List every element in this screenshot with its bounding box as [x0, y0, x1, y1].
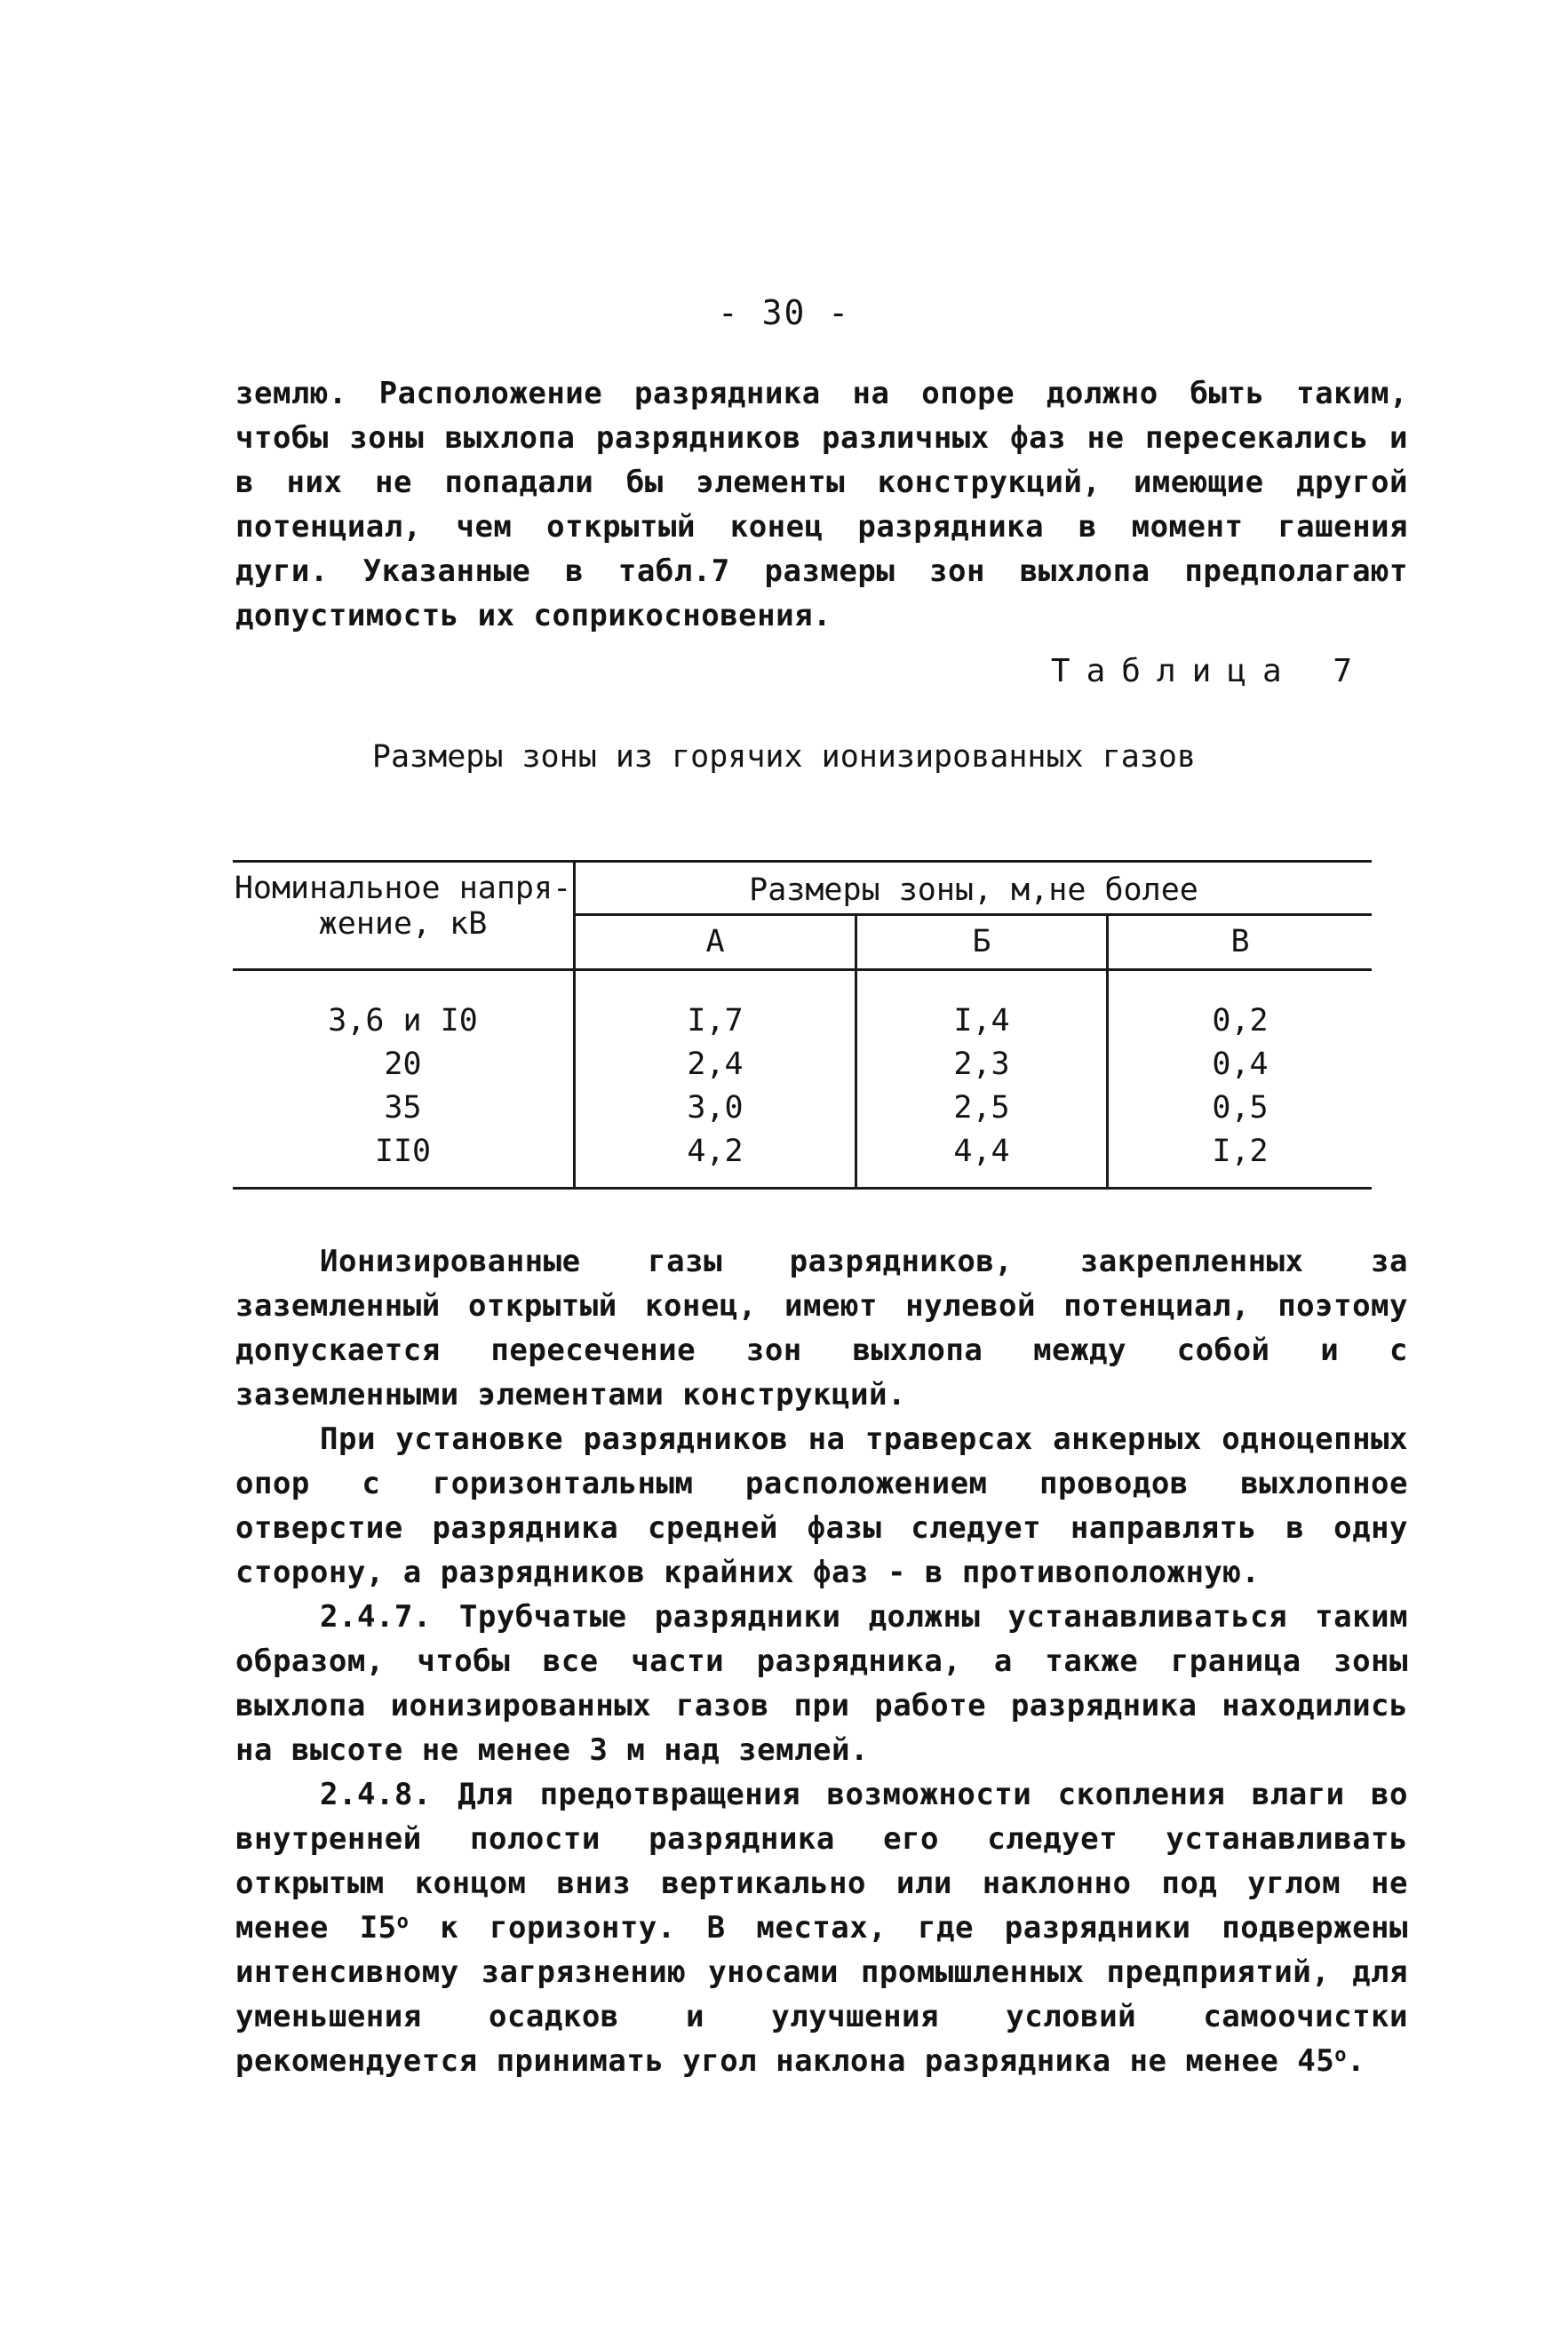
row-value-b: 4,4: [953, 1134, 1010, 1169]
table-header-bottom-rule: [233, 968, 1372, 971]
paragraph-2-4-8-part-2: к горизонту. В местах, где разрядники подвержены интенсивному загрязнению уносами промышленных предприятий, для уменьшения осадков и улучшения условий самоочистки рекомендуется принимать угол наклона разрядника не менее 45: [235, 1910, 1408, 2079]
row-voltage: 3,6 и I0: [328, 1003, 478, 1039]
header-voltage: [233, 871, 573, 942]
row-voltage: 20: [384, 1047, 422, 1082]
table-subheader-rule: [573, 913, 1372, 916]
row-value-c: 0,5: [1212, 1090, 1269, 1126]
row-value-b: I,4: [953, 1003, 1010, 1039]
row-value-a: I,7: [687, 1003, 744, 1039]
row-value-b: 2,3: [953, 1047, 1010, 1082]
row-value-c: 0,2: [1212, 1003, 1269, 1039]
degree-mark: о: [1334, 2044, 1347, 2066]
header-col-a: А: [705, 924, 725, 959]
paragraph-2-4-8: [235, 1772, 1408, 2083]
table-caption: Размеры зоны из горячих ионизированных газов: [371, 739, 1197, 775]
row-value-c: 0,4: [1212, 1047, 1269, 1082]
degree-mark: о: [396, 1911, 410, 1933]
row-voltage: II0: [374, 1134, 432, 1169]
row-value-b: 2,5: [953, 1090, 1010, 1126]
header-col-c: В: [1230, 924, 1250, 959]
row-voltage: 35: [384, 1090, 422, 1126]
row-value-a: 3,0: [687, 1090, 744, 1126]
intro-paragraph: землю. Расположение разрядника на опоре должно быть таким, чтобы зоны выхлопа разрядников различных фаз не пересекались и в них не попадали бы элементы конструкций, имеющие другой потенциал, чем открытый конец разрядника в момент гашения дуги. Указанные в табл.7 размеры зон выхлопа предполагают допустимость их соприкосновения.: [235, 376, 1408, 633]
intro-text: [235, 371, 1408, 638]
row-value-a: 2,4: [687, 1047, 744, 1082]
body-text: [235, 1239, 1408, 2083]
row-value-a: 4,2: [687, 1134, 744, 1169]
paragraph-2-4-7: 2.4.7. Трубчатые разрядники должны устанавливаться таким образом, чтобы все части разрядника, а также граница зоны выхлопа ионизированных газов при работе разрядника находились на высоте не менее 3 м над землей.: [235, 1599, 1408, 1768]
header-sizes: Размеры зоны, м,не более: [749, 872, 1198, 908]
paragraph-grounded-gases: Ионизированные газы разрядников, закрепленных за заземленный открытый конец, имеют нулевой потенциал, поэтому допускается пересечение зон выхлопа между собой и с заземленными элементами конструкций.: [235, 1244, 1408, 1413]
table-label: Таблица 7: [1050, 653, 1368, 689]
paragraph-2-4-8-part-3: .: [1346, 2043, 1365, 2079]
header-col-b: Б: [972, 924, 991, 959]
table-bottom-rule: [233, 1187, 1372, 1190]
paragraph-anchor-supports: При установке разрядников на траверсах анкерных одноцепных опор с горизонтальным расположением проводов выхлопное отверстие разрядника средней фазы следует направлять в одну сторону, а разрядников крайних фаз - в противоположную.: [235, 1421, 1408, 1590]
page-number: - 30 -: [717, 293, 851, 332]
table-top-rule: [233, 860, 1372, 863]
header-voltage-line-2: жение, кВ: [318, 906, 488, 942]
paragraph-2-4-8-part-1: 2.4.8. Для предотвращения возможности скопления влаги во внутренней полости разрядника его следует устанавливать открытым концом вниз вертикально или наклонно под углом не менее I5: [235, 1777, 1408, 1946]
row-value-c: I,2: [1212, 1134, 1269, 1169]
header-voltage-line-1: Номинальное напря-: [234, 871, 572, 906]
